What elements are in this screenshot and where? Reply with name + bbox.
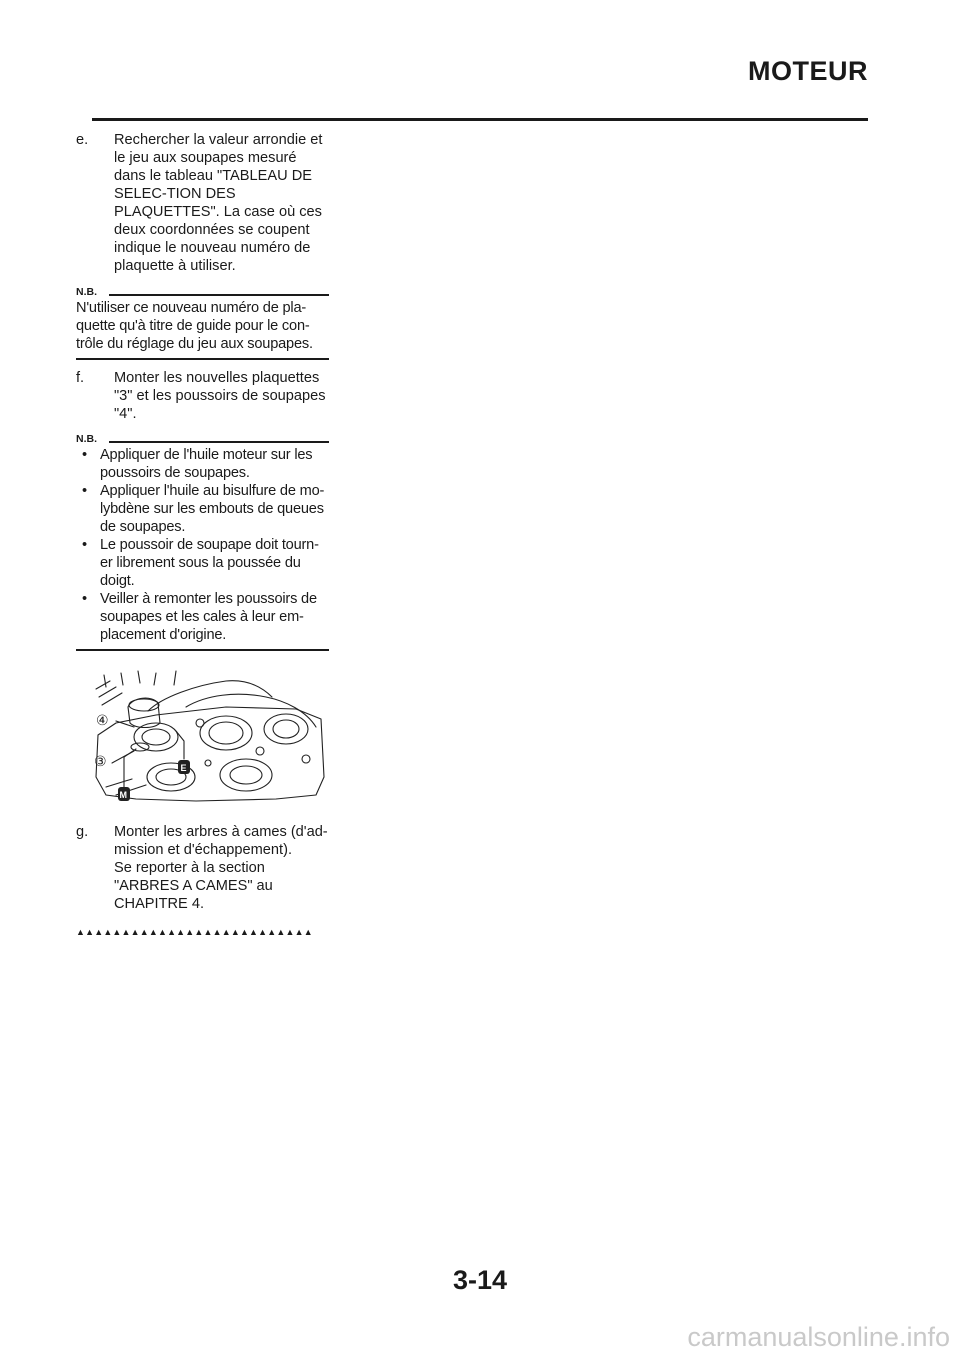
note-header bbox=[76, 431, 329, 444]
bullet-icon: • bbox=[82, 591, 87, 607]
list-item-text: Veiller à remonter les poussoirs de soupapes et les cales à leur em-placement d'origine. bbox=[100, 591, 317, 643]
note-end-rule bbox=[76, 649, 329, 651]
engine-oil-badge-text: E bbox=[180, 763, 187, 773]
note-rule bbox=[109, 294, 329, 296]
note-end-rule bbox=[76, 358, 329, 360]
step-g-text: Monter les arbres à cames (d'ad-mission et d'échappement). bbox=[114, 824, 328, 858]
step-f bbox=[76, 369, 329, 423]
step-e bbox=[76, 131, 329, 275]
note-header bbox=[76, 284, 329, 297]
step-e-text: Rechercher la valeur arrondie et le jeu aux soupapes mesuré dans le tableau "TABLEAU DE SELEC-TION DES PLAQUETTES". La case où ces deux coordonnées se coupent indique le nouveau numéro de plaquette à utiliser. bbox=[114, 132, 323, 274]
callout-4-label: ④ bbox=[96, 713, 109, 729]
note-block-2 bbox=[76, 431, 329, 651]
note-label: N.B. bbox=[76, 433, 97, 445]
step-g bbox=[76, 823, 329, 913]
page-title: MOTEUR bbox=[748, 56, 868, 86]
engine-oil-icon bbox=[178, 760, 190, 774]
list-item-text: Le poussoir de soupape doit tourn-er librement sous la poussée du doigt. bbox=[100, 537, 319, 589]
main-column bbox=[76, 131, 329, 941]
callout-3-label: ③ bbox=[94, 754, 107, 770]
step-e-marker: e. bbox=[76, 132, 89, 148]
note-rule bbox=[109, 441, 329, 443]
watermark: carmanualsonline.info bbox=[687, 1322, 950, 1352]
step-g-reference: Se reporter à la section "ARBRES A CAMES" au CHAPITRE 4. bbox=[114, 860, 273, 912]
list-item-text: Appliquer l'huile au bisulfure de mo-lybdène sur les embouts de queues de soupapes. bbox=[100, 483, 325, 535]
step-g-marker: g. bbox=[76, 824, 89, 840]
header-rule bbox=[92, 118, 868, 121]
list-item bbox=[76, 590, 329, 644]
note-block-1 bbox=[76, 284, 329, 360]
molybdenum-grease-icon bbox=[118, 787, 130, 801]
bullet-icon: • bbox=[82, 447, 87, 463]
step-f-text: Monter les nouvelles plaquettes "3" et les poussoirs de soupapes "4". bbox=[114, 370, 326, 422]
list-item bbox=[76, 446, 329, 482]
list-item-text: Appliquer de l'huile moteur sur les poussoirs de soupapes. bbox=[100, 447, 313, 481]
bullet-icon: • bbox=[82, 537, 87, 553]
note-bullets bbox=[76, 446, 329, 644]
page-number: 3-14 bbox=[452, 1265, 508, 1295]
list-item bbox=[76, 482, 329, 536]
bullet-icon: • bbox=[82, 483, 87, 499]
step-f-marker: f. bbox=[76, 370, 85, 386]
valve-lifter-figure bbox=[76, 667, 329, 807]
note-text: N'utiliser ce nouveau numéro de pla-quette qu'à titre de guide pour le con-trôle du réglage du jeu aux soupapes. bbox=[76, 300, 313, 352]
molybdenum-badge-text: M bbox=[119, 790, 127, 800]
section-end-marks: ▲▲▲▲▲▲▲▲▲▲▲▲▲▲▲▲▲▲▲▲▲▲▲▲▲▲ bbox=[76, 927, 313, 937]
list-item bbox=[76, 536, 329, 590]
note-label: N.B. bbox=[76, 286, 97, 298]
